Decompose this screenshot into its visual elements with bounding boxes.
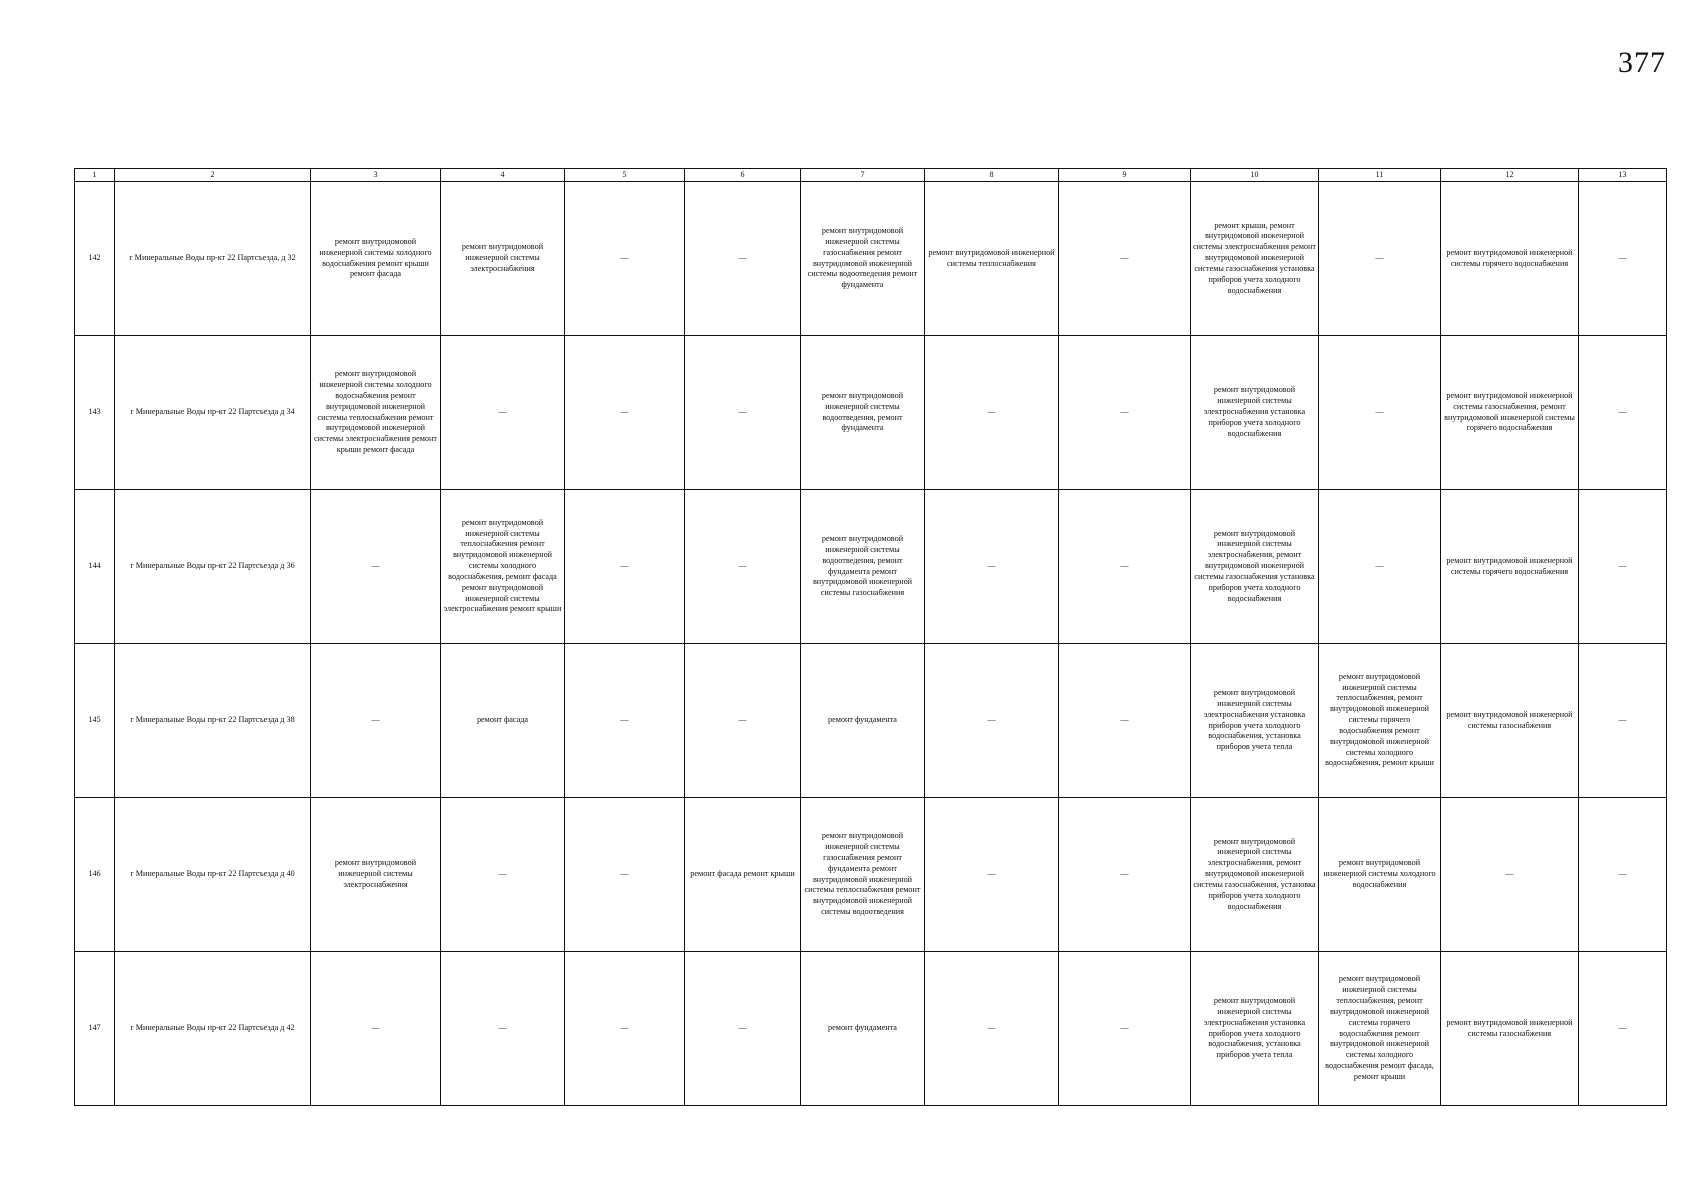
work-cell: ремонт внутридомовой инженерной системы электроснабжения установка приборов учета холодного водоснабжения, установка приборов учета тепла	[1191, 952, 1319, 1106]
work-cell: ремонт крыши, ремонт внутридомовой инженерной системы электроснабжения ремонт внутридомовой инженерной системы газоснабжения установка приборов учета холодного водоснабжения	[1191, 182, 1319, 336]
work-cell: —	[311, 644, 441, 798]
work-cell: ремонт фасада ремонт крыши	[685, 798, 801, 952]
table-row	[75, 644, 1667, 798]
work-cell: —	[685, 952, 801, 1106]
column-number: 3	[311, 169, 441, 182]
work-cell: —	[565, 644, 685, 798]
work-cell: ремонт внутридомовой инженерной системы электроснабжения установка приборов учета холодного водоснабжения, установка приборов учета тепла	[1191, 644, 1319, 798]
address-cell: г Минеральные Воды пр-кт 22 Партсъезда д 38	[115, 644, 311, 798]
work-cell: —	[1319, 182, 1441, 336]
column-number: 12	[1441, 169, 1579, 182]
work-cell: ремонт внутридомовой инженерной системы теплоснабжения, ремонт внутридомовой инженерной системы горячего водоснабжения ремонт внутридомовой инженерной системы холодного водоснабжения ремонт фасада, ремонт крыши	[1319, 952, 1441, 1106]
work-cell: ремонт внутридомовой инженерной системы электроснабжения, ремонт внутридомовой инженерной системы газоснабжения установка приборов учета холодного водоснабжения	[1191, 490, 1319, 644]
column-number: 11	[1319, 169, 1441, 182]
work-cell: —	[1319, 490, 1441, 644]
work-cell: ремонт фундамента	[801, 952, 925, 1106]
work-cell: —	[1059, 490, 1191, 644]
table-row	[75, 952, 1667, 1106]
table-row	[75, 798, 1667, 952]
column-number: 9	[1059, 169, 1191, 182]
work-cell: —	[1579, 644, 1667, 798]
page-number: 377	[1618, 46, 1666, 79]
work-cell: —	[565, 952, 685, 1106]
column-number: 6	[685, 169, 801, 182]
work-cell: ремонт внутридомовой инженерной системы холодного водоснабжения	[1319, 798, 1441, 952]
work-cell: ремонт внутридомовой инженерной системы электроснабжения	[441, 182, 565, 336]
work-cell: —	[1441, 798, 1579, 952]
work-cell: —	[1579, 798, 1667, 952]
row-number: 144	[75, 490, 115, 644]
address-cell: г Минеральные Воды пр-кт 22 Партсъезда д 34	[115, 336, 311, 490]
work-cell: —	[1059, 644, 1191, 798]
work-cell: ремонт внутридомовой инженерной системы газоснабжения ремонт фундамента ремонт внутридомовой инженерной системы теплоснабжения ремонт внутридомовой инженерной системы водоотведения	[801, 798, 925, 952]
row-number: 143	[75, 336, 115, 490]
work-cell: ремонт внутридомовой инженерной системы холодного водоснабжения ремонт внутридомовой инженерной системы теплоснабжения ремонт внутридомовой инженерной системы электроснабжения ремонт крыши ремонт фасада	[311, 336, 441, 490]
work-cell: ремонт внутридомовой инженерной системы водоотведения, ремонт фундамента	[801, 336, 925, 490]
work-cell: ремонт внутридомовой инженерной системы водоотведения, ремонт фундамента ремонт внутридомовой инженерной системы газоснабжения	[801, 490, 925, 644]
work-cell: —	[1059, 952, 1191, 1106]
work-cell: —	[685, 336, 801, 490]
table-row	[75, 182, 1667, 336]
work-cell: —	[925, 644, 1059, 798]
column-number: 8	[925, 169, 1059, 182]
work-cell: —	[1059, 798, 1191, 952]
work-cell: —	[311, 952, 441, 1106]
work-cell: ремонт внутридомовой инженерной системы электроснабжения	[311, 798, 441, 952]
work-cell: —	[685, 644, 801, 798]
column-number: 1	[75, 169, 115, 182]
column-number: 4	[441, 169, 565, 182]
work-cell: ремонт внутридомовой инженерной системы теплоснабжения, ремонт внутридомовой инженерной системы горячего водоснабжения ремонт внутридомовой инженерной системы холодного водоснабжения, ремонт крыши	[1319, 644, 1441, 798]
work-cell: ремонт внутридомовой инженерной системы газоснабжения	[1441, 952, 1579, 1106]
row-number: 142	[75, 182, 115, 336]
work-cell: ремонт внутридомовой инженерной системы теплоснабжения ремонт внутридомовой инженерной системы холодного водоснабжения, ремонт фасада ремонт внутридомовой инженерной системы электроснабжения ремонт крыши	[441, 490, 565, 644]
work-cell: —	[1059, 182, 1191, 336]
work-cell: ремонт внутридомовой инженерной системы газоснабжения ремонт внутридомовой инженерной системы водоотведения ремонт фундамента	[801, 182, 925, 336]
work-cell: ремонт фундамента	[801, 644, 925, 798]
column-number: 13	[1579, 169, 1667, 182]
table-row	[75, 336, 1667, 490]
work-cell: —	[441, 798, 565, 952]
work-cell: —	[311, 490, 441, 644]
work-cell: ремонт фасада	[441, 644, 565, 798]
table-row	[75, 490, 1667, 644]
work-cell: —	[565, 490, 685, 644]
work-cell: —	[1059, 336, 1191, 490]
work-cell: ремонт внутридомовой инженерной системы газоснабжения	[1441, 644, 1579, 798]
work-cell: ремонт внутридомовой инженерной системы электроснабжения, ремонт внутридомовой инженерной системы газоснабжения, установка приборов учета холодного водоснабжения	[1191, 798, 1319, 952]
address-cell: г Минеральные Воды пр-кт 22 Партсъезда д 36	[115, 490, 311, 644]
work-cell: —	[925, 952, 1059, 1106]
work-cell: —	[565, 798, 685, 952]
work-cell: —	[565, 336, 685, 490]
work-cell: —	[441, 336, 565, 490]
address-cell: г Минеральные Воды пр-кт 22 Партсъезда д 42	[115, 952, 311, 1106]
row-number: 146	[75, 798, 115, 952]
row-number: 147	[75, 952, 115, 1106]
work-cell: —	[685, 490, 801, 644]
work-cell: —	[1319, 336, 1441, 490]
work-cell: —	[925, 798, 1059, 952]
work-cell: —	[1579, 952, 1667, 1106]
work-cell: —	[565, 182, 685, 336]
work-cell: —	[1579, 182, 1667, 336]
work-cell: ремонт внутридомовой инженерной системы горячего водоснабжения	[1441, 182, 1579, 336]
column-number: 10	[1191, 169, 1319, 182]
work-cell: —	[1579, 336, 1667, 490]
column-number: 2	[115, 169, 311, 182]
work-cell: ремонт внутридомовой инженерной системы горячего водоснабжения	[1441, 490, 1579, 644]
work-cell: —	[441, 952, 565, 1106]
address-cell: г Минеральные Воды пр-кт 22 Партсъезда, д 32	[115, 182, 311, 336]
work-cell: —	[685, 182, 801, 336]
repair-plan-table	[74, 168, 1667, 1106]
work-cell: —	[925, 336, 1059, 490]
work-cell: ремонт внутридомовой инженерной системы электроснабжения установка приборов учета холодного водоснабжения	[1191, 336, 1319, 490]
address-cell: г Минеральные Воды пр-кт 22 Партсъезда д 40	[115, 798, 311, 952]
work-cell: —	[925, 490, 1059, 644]
column-number: 5	[565, 169, 685, 182]
work-cell: —	[1579, 490, 1667, 644]
column-number-row	[75, 169, 1667, 182]
row-number: 145	[75, 644, 115, 798]
work-cell: ремонт внутридомовой инженерной системы газоснабжения, ремонт внутридомовой инженерной системы горячего водоснабжения	[1441, 336, 1579, 490]
work-cell: ремонт внутридомовой инженерной системы холодного водоснабжения ремонт крыши ремонт фасада	[311, 182, 441, 336]
work-cell: ремонт внутридомовой инженерной системы теплоснабжения	[925, 182, 1059, 336]
column-number: 7	[801, 169, 925, 182]
